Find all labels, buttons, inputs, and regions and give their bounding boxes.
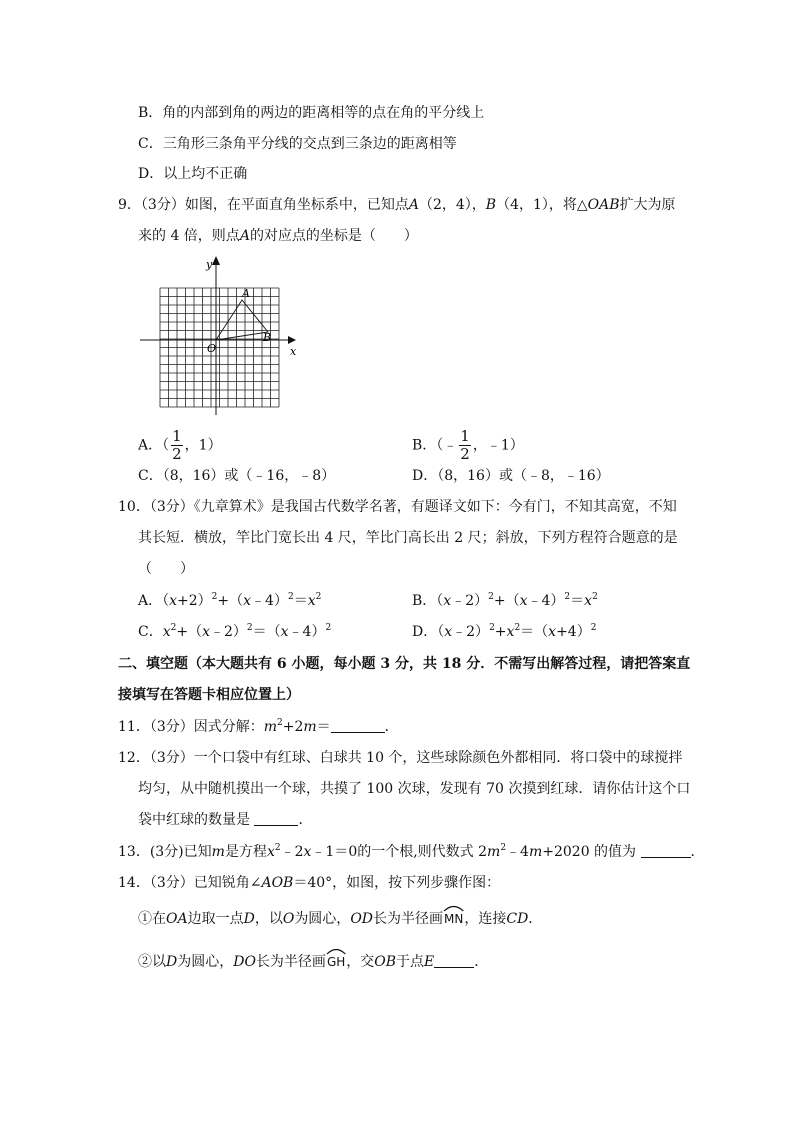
text: （4，1），将△ (496, 197, 588, 213)
text: ，连接 (464, 911, 507, 927)
a-label: A (242, 287, 250, 300)
numerator: 1 (172, 427, 182, 445)
exponent: 2 (488, 592, 494, 602)
text: 为圆心， (177, 954, 234, 970)
point-a: A (239, 228, 250, 244)
text: 14．（3分）已知锐角∠ (118, 875, 262, 891)
text: 来的 4 倍，则点 (138, 228, 240, 244)
answer-blank[interactable] (331, 718, 385, 733)
q9-option-b (412, 427, 524, 463)
x-axis-arrow (288, 336, 296, 344)
text: ①在 (138, 911, 166, 927)
text: +（ (176, 624, 203, 640)
answer-blank[interactable] (641, 843, 691, 858)
q12-line3 (138, 811, 312, 829)
text: ． (474, 954, 489, 970)
text: ﹣2） (451, 593, 489, 609)
angle-aob: AOB (261, 875, 294, 891)
point-d: D (166, 954, 178, 970)
var-x: x (280, 624, 289, 640)
text: 11．（3分）因式分解： (118, 719, 264, 735)
var-x: x (519, 593, 528, 609)
q9-option-d: D．（8，16）或（﹣8，﹣16） (412, 468, 610, 484)
y-axis-arrow (212, 256, 220, 265)
text: ＝ (570, 593, 585, 609)
text: 是方程 (224, 844, 267, 860)
text: A．（ (138, 437, 170, 454)
text: ＝ (316, 719, 331, 735)
exponent: 2 (246, 623, 253, 633)
var-x: x (548, 624, 557, 640)
var-m: m (211, 844, 225, 860)
exponent: 2 (514, 623, 521, 633)
var-x: x (443, 593, 452, 609)
text: ﹣1＝0的一个根,则代数式 2 (311, 844, 488, 860)
text: ＝（ (252, 624, 281, 640)
text: ﹣2） (452, 624, 490, 640)
answer-blank[interactable] (434, 953, 474, 968)
text: 扩大为原 (619, 197, 676, 213)
exponent: 2 (287, 592, 294, 602)
text: +4） (556, 624, 591, 640)
text: +2020 的值为 (542, 844, 637, 860)
text: ，交 (346, 954, 375, 970)
q9-option-c: C．（8，16）或（﹣16，﹣8） (138, 468, 336, 484)
text: 边取一点 (187, 911, 244, 927)
exponent: 2 (590, 623, 597, 633)
text: ＝40°，如图，按下列步骤作图： (293, 875, 501, 891)
exponent: 2 (277, 718, 283, 728)
origin-label: O (207, 342, 217, 355)
grid-lines (160, 288, 279, 407)
exponent: 2 (500, 843, 507, 853)
text: 长为半径画 (255, 954, 326, 970)
var-x: x (307, 593, 316, 609)
var-x: x (202, 624, 210, 640)
var-x: x (162, 624, 171, 640)
text: +2 (282, 719, 304, 735)
q10-option-a (138, 592, 321, 610)
fraction-one-half (459, 428, 471, 463)
var-m: m (263, 719, 278, 735)
q8-option-b: B．角的内部到角的两边的距离相等的点在角的平分线上 (138, 105, 485, 121)
text: ﹣2） (210, 624, 247, 640)
q10-stem-line3: （ ） (138, 561, 194, 577)
answer-blank[interactable] (254, 811, 298, 826)
numerator: 1 (460, 427, 470, 445)
exponent: 2 (325, 623, 332, 633)
text: +（ (493, 593, 520, 609)
var-x: x (243, 593, 252, 609)
arc-gh (326, 953, 346, 971)
text: 9．（3分）如图，在平面直角坐标系中，已知点 (118, 197, 409, 213)
q14-step1 (138, 910, 542, 928)
text: ． (528, 911, 543, 927)
text: ＝（ (520, 624, 549, 640)
point-o: O (282, 911, 295, 927)
var-x: x (444, 624, 453, 640)
point-a: A (408, 197, 419, 213)
text: D．（ (412, 624, 445, 640)
text: 长为半径画 (373, 911, 444, 927)
var-x: x (584, 593, 593, 609)
text: C． (138, 624, 163, 640)
exponent: 2 (489, 623, 495, 633)
text: ﹣2 (280, 844, 304, 860)
q12-line2: 均匀，从中随机摸出一个球，共摸了 100 次球，发现有 70 次摸到红球．请你估计这个口 (138, 781, 691, 797)
triangle-oab: OAB (587, 197, 620, 213)
text: ． (298, 812, 313, 828)
q9-option-a (138, 427, 222, 463)
x-label: x (290, 345, 297, 358)
point-b: B (485, 197, 497, 213)
segment-od: OD (350, 911, 374, 927)
text: ﹣4） (251, 593, 288, 609)
exponent: 2 (170, 623, 177, 633)
text: ＝ (293, 593, 308, 609)
exponent: 2 (564, 592, 571, 602)
text: ﹣4） (527, 593, 565, 609)
b-label: B (263, 331, 272, 344)
exponent: 2 (315, 592, 322, 602)
var-m: m (528, 844, 543, 860)
q10-stem-line1: 10．（3分）《九章算术》是我国古代数学名著，有题译文如下：今有门，不知其高宽，不知 (118, 499, 677, 515)
text: B．（ (412, 593, 444, 609)
point-d: D (243, 911, 255, 927)
var-x: x (169, 593, 178, 609)
var-m: m (487, 844, 501, 860)
segment-ob: OB (374, 954, 397, 970)
section-heading-line1: 二、填空题（本大题共有 6 小题，每小题 3 分，共 18 分．不需写出解答过程，请把答案直 (118, 656, 691, 672)
text: 于点 (396, 954, 425, 970)
coordinate-grid-figure (138, 255, 308, 420)
text: B．（ (412, 437, 444, 454)
denominator: 2 (460, 445, 470, 463)
exponent: 2 (274, 843, 281, 853)
var-x: x (266, 844, 275, 860)
text: + (494, 624, 507, 640)
q10-option-d (412, 623, 596, 641)
segment-cd: CD (506, 911, 529, 927)
text: ﹣4） (288, 624, 326, 640)
q12-line1: 12．（3分）一个口袋中有红球、白球共 10 个，这些球除颜色外都相同．将口袋中的球搅拌 (118, 750, 683, 766)
var-x: x (506, 624, 515, 640)
triangle-oab-shape (216, 300, 268, 340)
arc-mn (443, 910, 464, 928)
text: ． (384, 719, 399, 735)
text: +2） (177, 593, 212, 609)
text: A．（ (138, 593, 170, 609)
arc-label: MN (444, 912, 464, 926)
arc-label: GH (326, 955, 346, 969)
text: ，1） (184, 437, 222, 454)
text: ，﹣1） (472, 437, 524, 454)
text: ． (690, 844, 705, 860)
text: +（ (217, 593, 244, 609)
q13 (118, 843, 705, 861)
text: 为圆心， (294, 911, 351, 927)
segment-oa: OA (166, 911, 188, 927)
exponent: 2 (592, 592, 598, 602)
minus-sign: ﹣ (443, 437, 458, 454)
q9-stem-line1 (118, 196, 676, 214)
q8-option-d: D．以上均不正确 (138, 166, 248, 182)
text: 13．(3分)已知 (118, 844, 212, 860)
point-e: E (424, 954, 435, 970)
var-x: x (303, 844, 312, 860)
text: ﹣4 (506, 844, 529, 860)
text: 袋中红球的数量是 (138, 812, 250, 828)
text: ②以 (138, 954, 166, 970)
text: ，以 (254, 911, 283, 927)
q8-option-c: C．三角形三条角平分线的交点到三条边的距离相等 (138, 136, 457, 152)
var-m: m (303, 719, 317, 735)
text: 的对应点的坐标是（ ） (249, 228, 418, 244)
denominator: 2 (172, 445, 182, 463)
exponent: 2 (211, 592, 218, 602)
text: （2，4）， (418, 197, 486, 213)
q10-option-c (138, 623, 331, 641)
section-heading-line2: 接填写在答题卡相应位置上） (118, 687, 300, 703)
arc-mark (326, 947, 346, 955)
arc-mark (443, 904, 464, 912)
q10-stem-line2: 其长短．横放，竿比门宽长出 4 尺，竿比门高长出 2 尺；斜放，下列方程符合题意的是 (138, 530, 678, 546)
fraction-one-half (171, 428, 183, 463)
q14-stem (118, 874, 500, 892)
q14-step2 (138, 953, 488, 971)
q10-option-b (412, 592, 598, 610)
q9-stem-line2 (138, 227, 418, 245)
q11 (118, 718, 399, 736)
y-label: y (206, 258, 213, 271)
segment-do: DO (233, 954, 256, 970)
